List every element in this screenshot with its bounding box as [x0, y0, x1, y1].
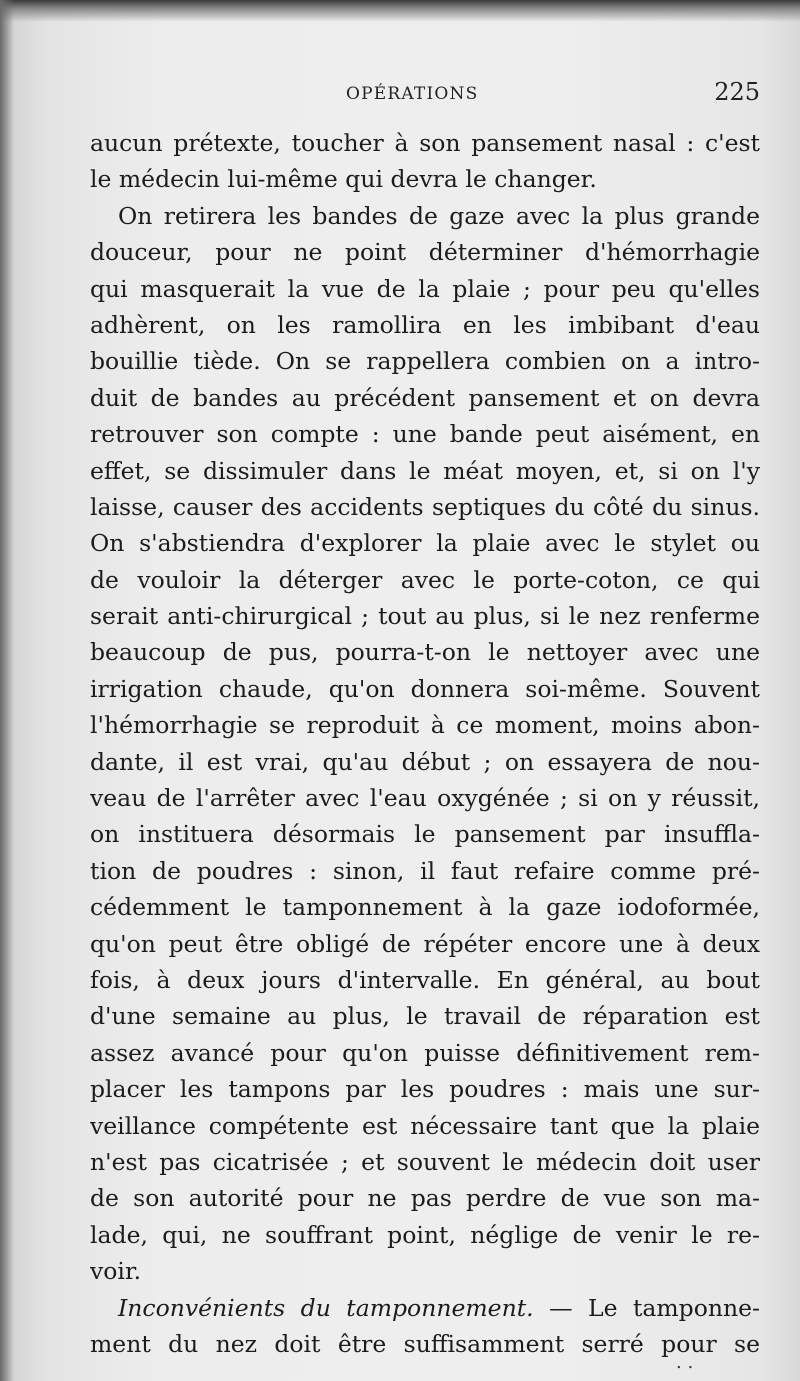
text-line: serait anti-chirurgical ; tout au plus, si le nez renferme: [90, 602, 760, 631]
text-line: tion de poudres : sinon, il faut refaire comme pré-: [90, 856, 760, 885]
text-line: bouillie tiède. On se rappellera combien on a intro-: [90, 347, 760, 376]
text-line: on instituera désormais le pansement par insuffla-: [90, 820, 760, 849]
text-line: d'une semaine au plus, le travail de réparation est: [90, 1002, 760, 1031]
text-line: On s'abstiendra d'explorer la plaie avec le stylet ou: [90, 529, 760, 558]
text-line: On retirera les bandes de gaze avec la plus grande: [118, 201, 760, 230]
text-line: de vouloir la déterger avec le porte-coton, ce qui: [90, 565, 760, 594]
text-line: fois, à deux jours d'intervalle. En général, au bout: [90, 965, 760, 994]
text-line: aucun prétexte, toucher à son pansement nasal : c'est: [90, 129, 760, 157]
scan-top-shadow: [0, 0, 800, 22]
running-title: OPÉRATIONS: [346, 84, 479, 104]
text-line: duit de bandes au précédent pansement et on devra: [90, 383, 760, 412]
text-line: placer les tampons par les poudres : mais une sur-: [90, 1075, 760, 1104]
section-heading: Inconvénients du tamponnement.: [118, 1293, 534, 1322]
text-line: assez avancé pour qu'on puisse définitivement rem-: [90, 1038, 760, 1067]
text-line: dante, il est vrai, qu'au début ; on essayera de nou-: [90, 747, 760, 776]
page-header: [90, 78, 760, 112]
text-line: beaucoup de pus, pourra-t-on le nettoyer avec une: [90, 638, 760, 667]
text-line: cédemment le tamponnement à la gaze iodoformée,: [90, 893, 760, 922]
bottom-marks: . .: [676, 1352, 694, 1373]
scan-left-shadow: [0, 0, 14, 1381]
text-line: l'hémorrhagie se reproduit à ce moment, moins abon-: [90, 711, 760, 740]
text-line: qui masquerait la vue de la plaie ; pour peu qu'elles: [90, 274, 760, 303]
text-line: le médecin lui-même qui devra le changer.: [90, 165, 597, 194]
text-line: laisse, causer des accidents septiques du côté du sinus.: [90, 492, 760, 521]
text-line: douceur, pour ne point déterminer d'hémorrhagie: [90, 238, 760, 267]
text-line: ment du nez doit être suffisamment serré pour se: [90, 1329, 760, 1358]
text-line: lade, qui, ne souffrant point, néglige de venir le re-: [90, 1220, 760, 1249]
text-line: effet, se dissimuler dans le méat moyen, et, si on l'y: [90, 456, 760, 485]
page-number: 225: [714, 78, 760, 106]
text-line: veillance compétente est nécessaire tant que la plaie: [90, 1111, 760, 1140]
body-text: [90, 125, 760, 1362]
text-line: veau de l'arrêter avec l'eau oxygénée ; si on y réussit,: [90, 784, 760, 813]
text-line: irrigation chaude, qu'on donnera soi-même. Souvent: [90, 674, 760, 703]
text-line: adhèrent, on les ramollira en les imbibant d'eau: [90, 310, 760, 339]
section-first-line-rest: — Le tamponne-: [533, 1293, 760, 1322]
text-line: voir.: [90, 1257, 142, 1286]
text-line: de son autorité pour ne pas perdre de vue son ma-: [90, 1184, 760, 1213]
section-first-line: [90, 1290, 760, 1326]
text-line: qu'on peut être obligé de répéter encore une à deux: [90, 929, 760, 958]
text-line: retrouver son compte : une bande peut aisément, en: [90, 420, 760, 449]
text-line: n'est pas cicatrisée ; et souvent le médecin doit user: [90, 1147, 760, 1176]
